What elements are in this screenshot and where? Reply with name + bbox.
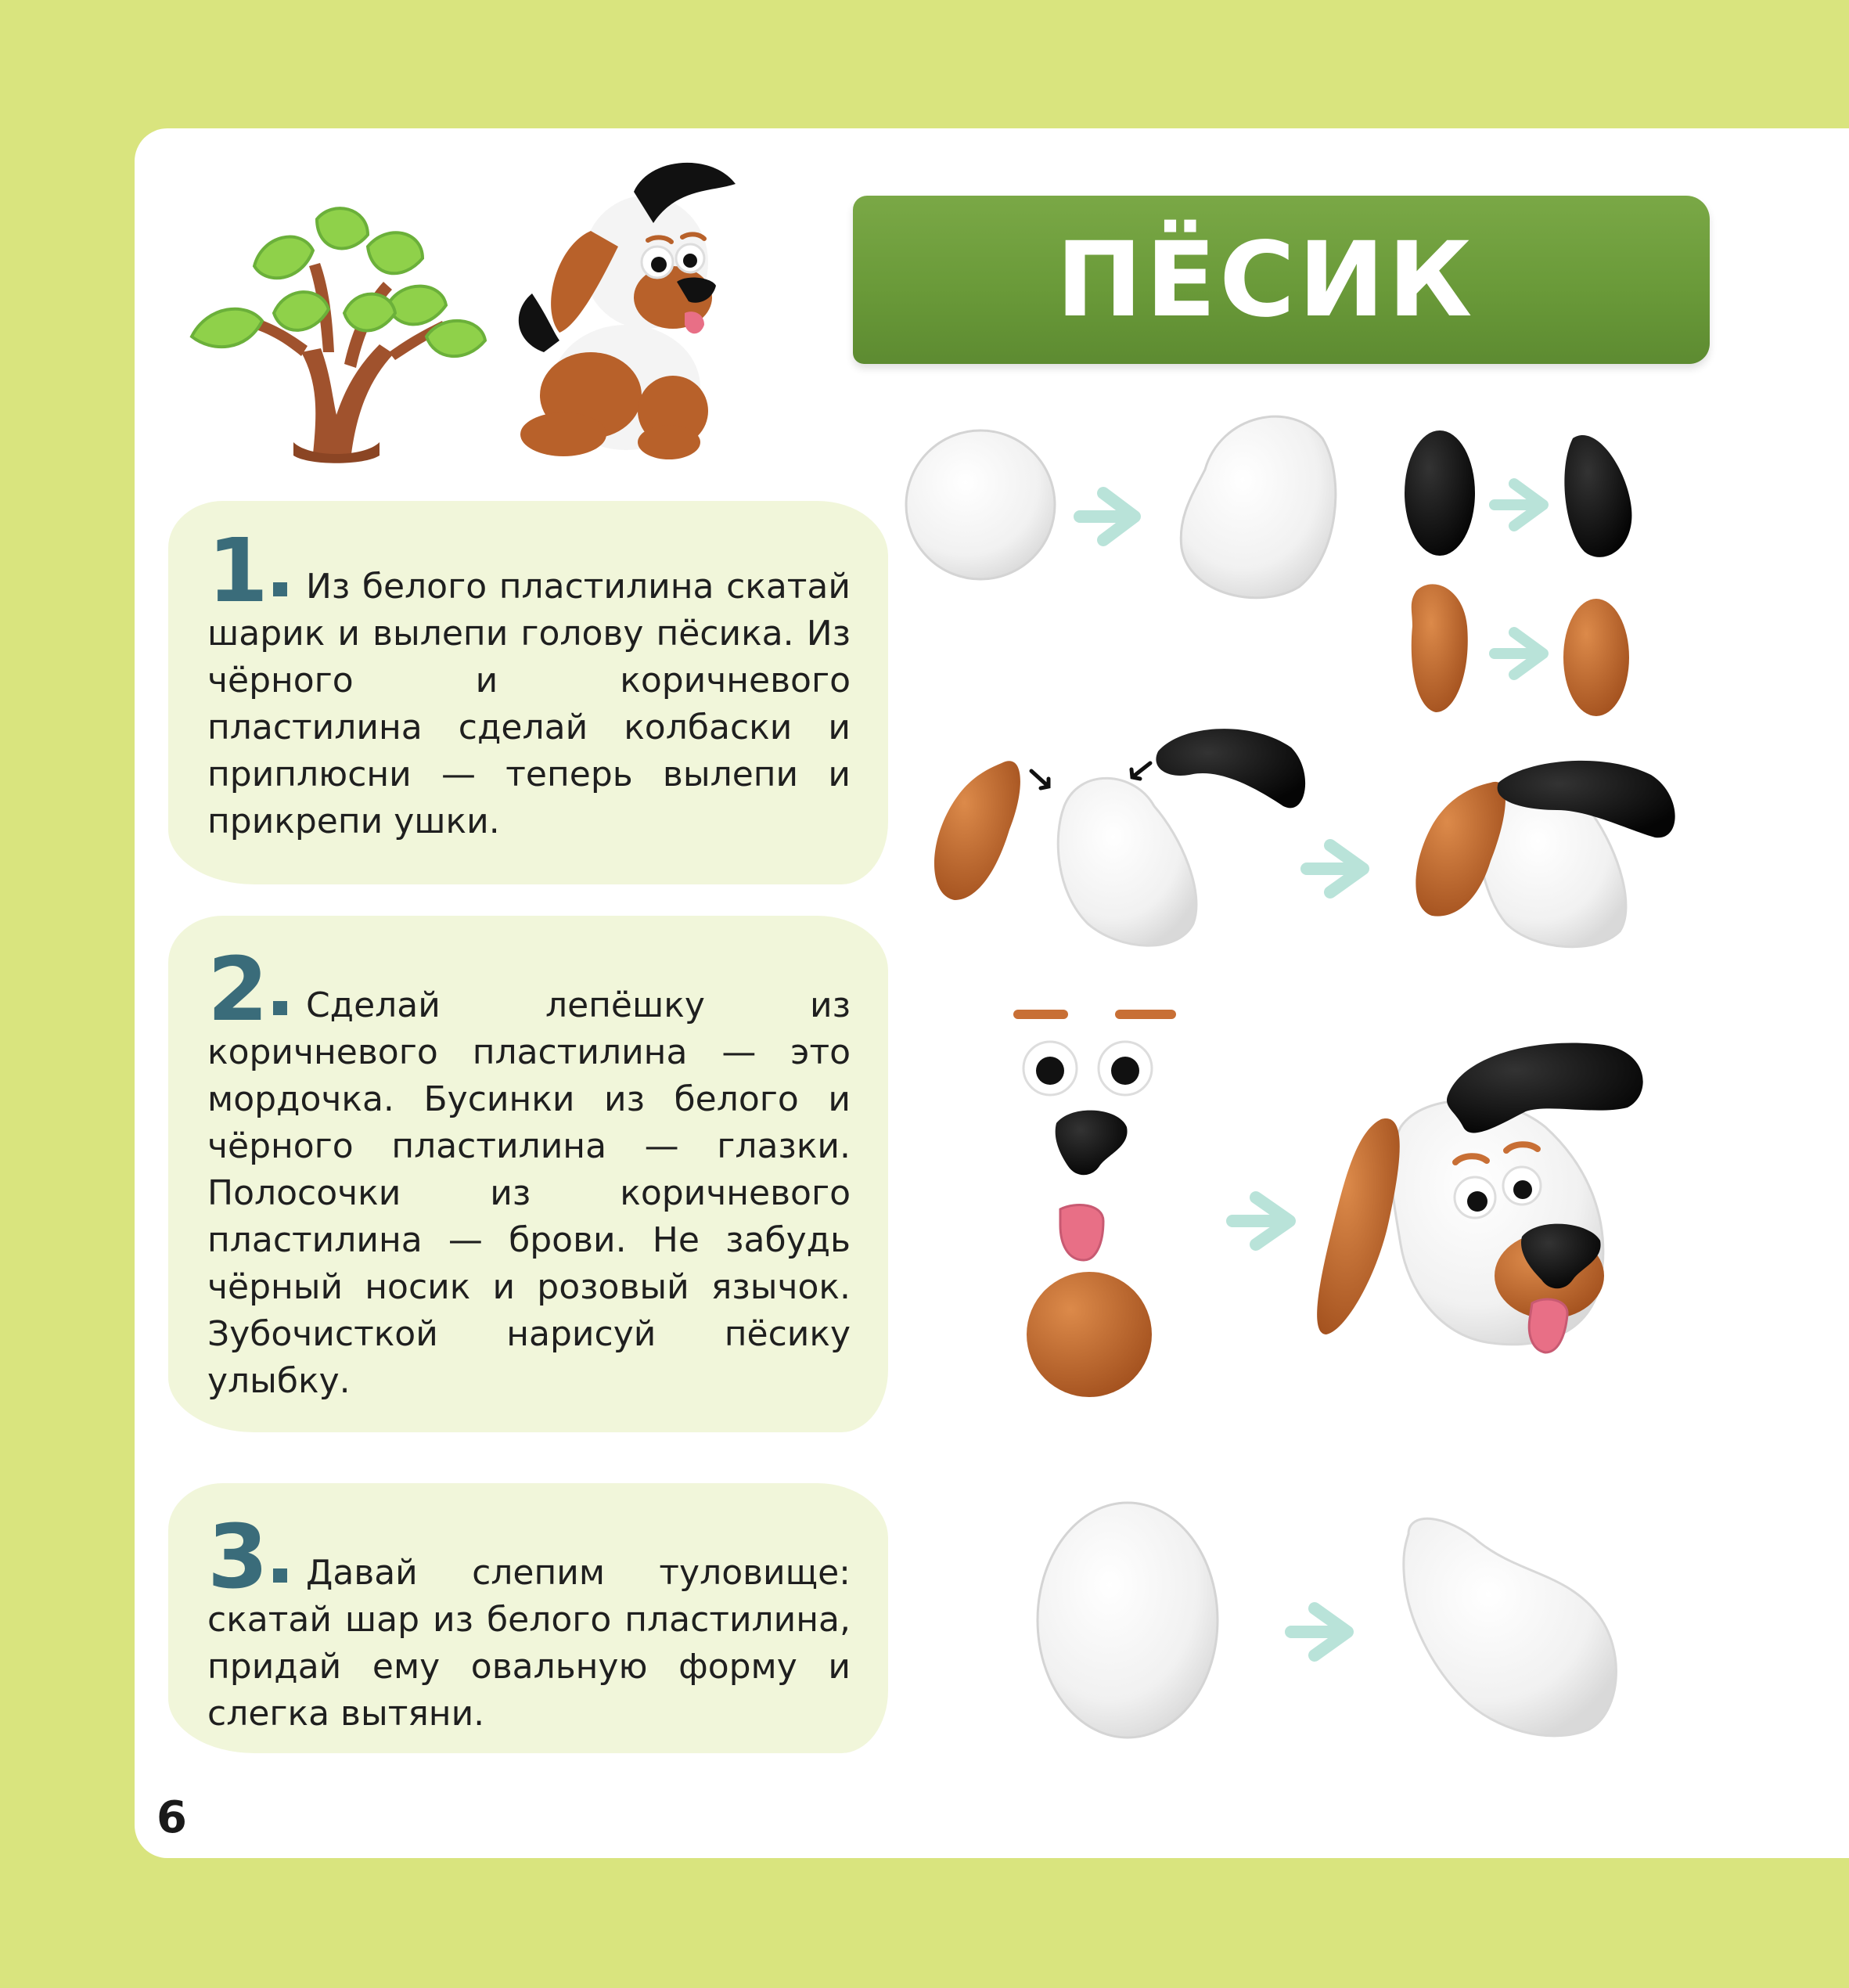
step2-muzzle: [1027, 1272, 1152, 1397]
step-1-number: 1: [207, 520, 268, 622]
arrow-icon: [1080, 493, 1135, 540]
step-1-body: Из белого пластилина скатай шарик и вылепи голову пёсика. Из чёрного и коричневого пластилина сделай колбаски и приплюсни — теперь вылепи и прикрепи ушки.: [207, 567, 851, 841]
step2-brows: [1013, 1010, 1176, 1019]
step-3-number: 3: [207, 1507, 268, 1608]
arrow-icon: [1232, 1197, 1290, 1244]
step2-nose: [1056, 1111, 1128, 1176]
arrow-icon: [1495, 484, 1543, 526]
arrow-icon: [1291, 1608, 1347, 1655]
step-2-body: Сделай лепёшку из коричневого пластилина — это мордочка. Бусинки из белого и чёрного пластилина — глазки. Полосочки из коричневого пластилина — брови. Не забудь чёрный носик и розовый язычок. Зубочисткой нарисуй пёсику улыбку.: [207, 985, 851, 1401]
arrow-icon: [1495, 632, 1543, 675]
step1-black-sausage: [1405, 430, 1475, 556]
step1-assembly-black-ear: [1156, 729, 1305, 808]
page-number: 6: [156, 1792, 187, 1843]
step1-brown-ear: [1563, 599, 1629, 716]
step1-white-ball: [906, 430, 1055, 579]
step1-white-head: [1181, 416, 1336, 598]
step1-brown-sausage: [1412, 584, 1468, 712]
step1-assembly-head: [1058, 778, 1196, 945]
step2-tongue: [1060, 1205, 1103, 1260]
step2-eyes: [1023, 1042, 1152, 1095]
step-2-number: 2: [207, 939, 268, 1041]
step3-white-egg: [1038, 1503, 1218, 1738]
step-3-body: Давай слепим туловище: скатай шар из белого пластилина, придай ему овальную форму и слегка вытяни.: [207, 1553, 851, 1734]
step3-white-body: [1404, 1518, 1617, 1736]
arrow-icon: [1307, 845, 1363, 892]
page-title: ПЁСИК: [1056, 219, 1476, 340]
step1-assembly-brown-ear: [934, 761, 1020, 900]
step1-black-ear: [1564, 435, 1631, 557]
step2-result-head: [1317, 1043, 1643, 1352]
step1-result-head: [1416, 761, 1675, 947]
